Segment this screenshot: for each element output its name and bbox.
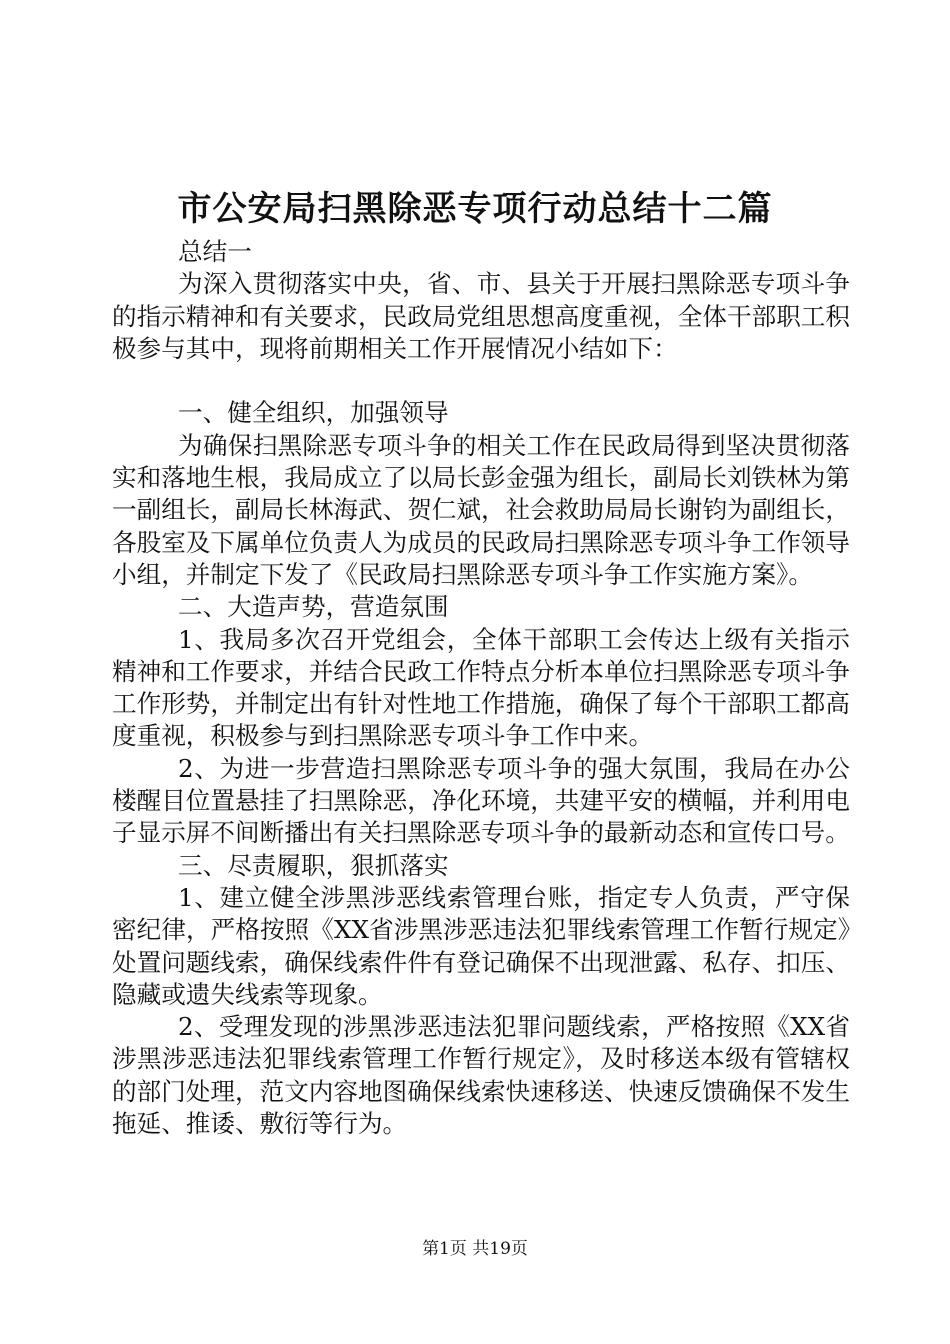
paragraph-2-1: 1、我局多次召开党组会，全体干部职工会传达上级有关指示精神和工作要求，并结合民政工作特点分析本单位扫黑除恶专项斗争工作形势，并制定出有针对性地工作措施，确保了每个干部职工都高度重视，积极参与到扫黑除恶专项斗争工作中来。 (112, 624, 850, 751)
intro-paragraph: 为深入贯彻落实中央，省、市、县关于开展扫黑除恶专项斗争的指示精神和有关要求，民政局党组思想高度重视，全体干部职工积极参与其中，现将前期相关工作开展情况小结如下： (112, 269, 850, 363)
section-heading-summary-one: 总结一 (178, 237, 252, 266)
section-heading-3: 三、尽责履职，狠抓落实 (178, 850, 449, 880)
paragraph-1: 为确保扫黑除恶专项斗争的相关工作在民政局得到坚决贯彻落实和落地生根，我局成立了以局长彭金强为组长，副局长刘铁林为第一副组长，副局长林海武、贺仁斌，社会救助局局长谢钧为副组长，各股室及下属单位负责人为成员的民政局扫黑除恶专项斗争工作领导小组，并制定下发了《民政局扫黑除恶专项斗争工作实施方案》。 (112, 430, 850, 589)
section-heading-2: 二、大造声势，营造氛围 (178, 592, 449, 622)
document-title: 市公安局扫黑除恶专项行动总结十二篇 (177, 189, 773, 229)
section-heading-1: 一、健全组织，加强领导 (178, 398, 449, 428)
document-body (112, 236, 850, 1140)
paragraph-3-2: 2、受理发现的涉黑涉恶违法犯罪问题线索，严格按照《XX省涉黑涉恶违法犯罪线索管理工作暂行规定》，及时移送本级有管辖权的部门处理，范文内容地图确保线索快速移送、快速反馈确保不发生拖延、推诿、敷衍等行为。 (112, 1012, 850, 1139)
paragraph-2-2: 2、为进一步营造扫黑除恶专项斗争的强大氛围，我局在办公楼醒目位置悬挂了扫黑除恶，净化环境，共建平安的横幅，并利用电子显示屏不间断播出有关扫黑除恶专项斗争的最新动态和宣传口号。 (112, 753, 850, 848)
paragraph-3-1: 1、建立健全涉黑涉恶线索管理台账，指定专人负责，严守保密纪律，严格按照《XX省涉黑涉恶违法犯罪线索管理工作暂行规定》处置问题线索，确保线索件件有登记确保不出现泄露、私存、扣压、隐藏或遗失线索等现象。 (112, 882, 850, 1009)
page-footer: 第1页 共19页 (422, 1239, 528, 1259)
